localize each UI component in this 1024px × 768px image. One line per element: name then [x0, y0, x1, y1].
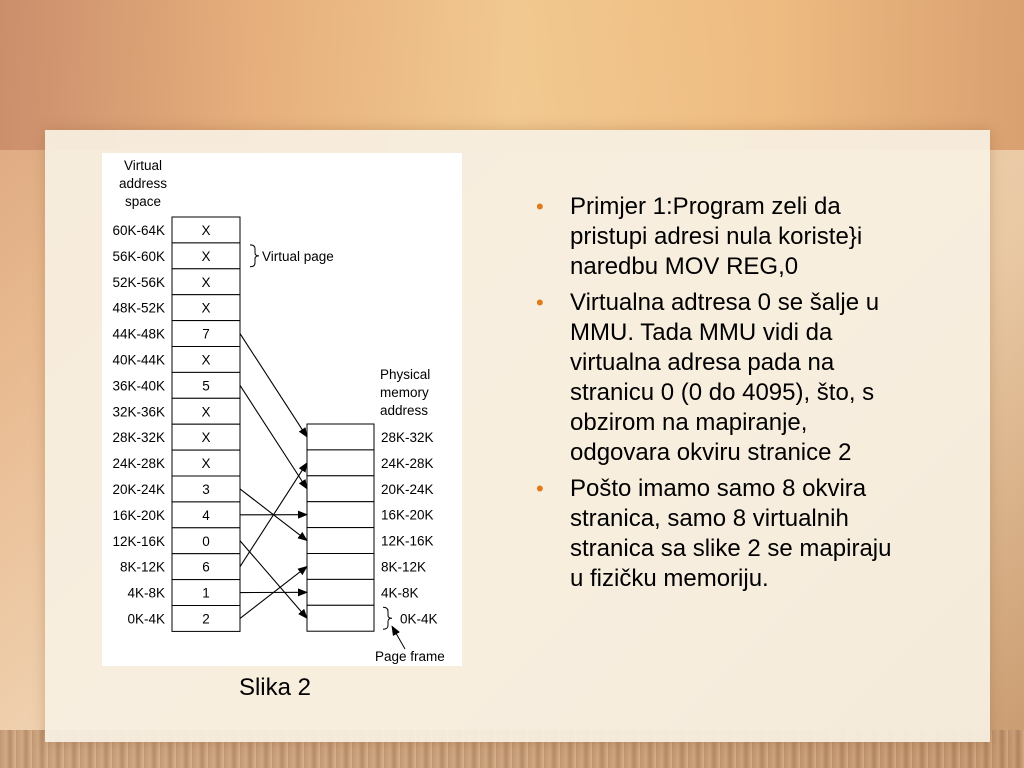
- virtual-range-label: 52K-56K: [112, 274, 165, 290]
- virtual-page-value: X: [201, 248, 211, 264]
- figure-caption: Slika 2: [238, 674, 312, 701]
- bullet-item: [528, 192, 908, 282]
- bullet-text: Virtualna adtresa 0 se šalje u MMU. Tada MMU vidi da virtualna adresa pada na stranicu 0 (0 do 4095), što, s obzirom na mapiranje, odgovara okviru stranice 2: [570, 289, 880, 466]
- virtual-range-label: 44K-48K: [112, 326, 165, 342]
- virtual-range-label: 8K-12K: [119, 559, 165, 575]
- physical-frame-cell: [307, 605, 374, 631]
- physical-range-label: 0K-4K: [400, 611, 438, 627]
- paging-diagram-svg: [102, 153, 462, 666]
- mapping-arrow: [240, 334, 307, 437]
- mapping-arrow: [240, 385, 307, 488]
- physical-frame-cell: [307, 502, 374, 528]
- virtual-range-label: 12K-16K: [112, 533, 165, 549]
- physical-header-line: address: [380, 403, 429, 418]
- bullet-text: Pošto imamo samo 8 okvira stranica, samo 8 virtualnih stranica sa slike 2 se mapiraju u fizičku memoriju.: [570, 475, 892, 592]
- virtual-header-line: space: [124, 194, 162, 209]
- virtual-page-value: 2: [202, 611, 210, 627]
- virtual-range-label: 4K-8K: [127, 585, 165, 601]
- virtual-page-value: 5: [202, 378, 210, 394]
- physical-range-label: 16K-20K: [381, 507, 434, 523]
- virtual-range-label: 56K-60K: [112, 248, 165, 264]
- bullet-icon: •: [536, 290, 544, 315]
- paging-diagram: [102, 153, 462, 666]
- page-frame-label: Page frame: [375, 649, 445, 664]
- bullet-text: Primjer 1:Program zeli da pristupi adresi nula koriste}i naredbu MOV REG,0: [570, 193, 863, 280]
- virtual-page-value: X: [201, 300, 211, 316]
- virtual-page-value: X: [201, 222, 211, 238]
- virtual-header-line: Virtual: [123, 158, 163, 173]
- bullet-list: [528, 192, 908, 600]
- physical-range-label: 24K-28K: [381, 455, 434, 471]
- bullet-icon: •: [536, 194, 544, 219]
- virtual-page-value: 4: [202, 507, 210, 523]
- physical-frame-cell: [307, 528, 374, 554]
- physical-frame-cell: [307, 476, 374, 502]
- page-frame-brace: [383, 607, 392, 629]
- virtual-page-value: 7: [202, 326, 210, 342]
- virtual-range-label: 16K-20K: [112, 507, 165, 523]
- physical-header-line: Physical: [380, 367, 431, 382]
- physical-range-label: 20K-24K: [381, 481, 434, 497]
- physical-range-label: 28K-32K: [381, 429, 434, 445]
- virtual-range-label: 24K-28K: [112, 456, 165, 472]
- virtual-range-label: 60K-64K: [112, 222, 165, 238]
- physical-frame-cell: [307, 554, 374, 580]
- virtual-range-label: 48K-52K: [112, 300, 165, 316]
- bullet-item: [528, 474, 908, 594]
- page-frame-arrow: [392, 626, 405, 649]
- virtual-range-label: 32K-36K: [112, 404, 165, 420]
- physical-range-label: 8K-12K: [381, 559, 427, 575]
- bullet-item: [528, 288, 908, 468]
- virtual-page-label: Virtual page: [262, 248, 334, 264]
- virtual-page-value: 0: [202, 533, 210, 549]
- virtual-page-value: X: [201, 456, 211, 472]
- virtual-page-brace: [250, 245, 259, 267]
- bullet-icon: •: [536, 476, 544, 501]
- virtual-range-label: 40K-44K: [112, 352, 165, 368]
- virtual-page-value: 1: [202, 585, 210, 601]
- virtual-range-label: 20K-24K: [112, 481, 165, 497]
- virtual-header-line: address: [118, 176, 168, 191]
- physical-range-label: 4K-8K: [381, 585, 419, 601]
- virtual-page-value: X: [201, 274, 211, 290]
- physical-header-line: memory: [380, 385, 429, 400]
- virtual-range-label: 0K-4K: [127, 611, 165, 627]
- physical-frame-cell: [307, 424, 374, 450]
- virtual-page-value: X: [201, 404, 211, 420]
- virtual-page-value: X: [201, 430, 211, 446]
- background-top: [0, 0, 1024, 150]
- virtual-page-value: 6: [202, 559, 210, 575]
- virtual-page-value: X: [201, 352, 211, 368]
- virtual-range-label: 28K-32K: [112, 430, 165, 446]
- physical-range-label: 12K-16K: [381, 533, 434, 549]
- mapping-arrow: [240, 541, 307, 619]
- physical-frame-cell: [307, 579, 374, 605]
- virtual-page-value: 3: [202, 481, 210, 497]
- physical-frame-cell: [307, 450, 374, 476]
- virtual-range-label: 36K-40K: [112, 378, 165, 394]
